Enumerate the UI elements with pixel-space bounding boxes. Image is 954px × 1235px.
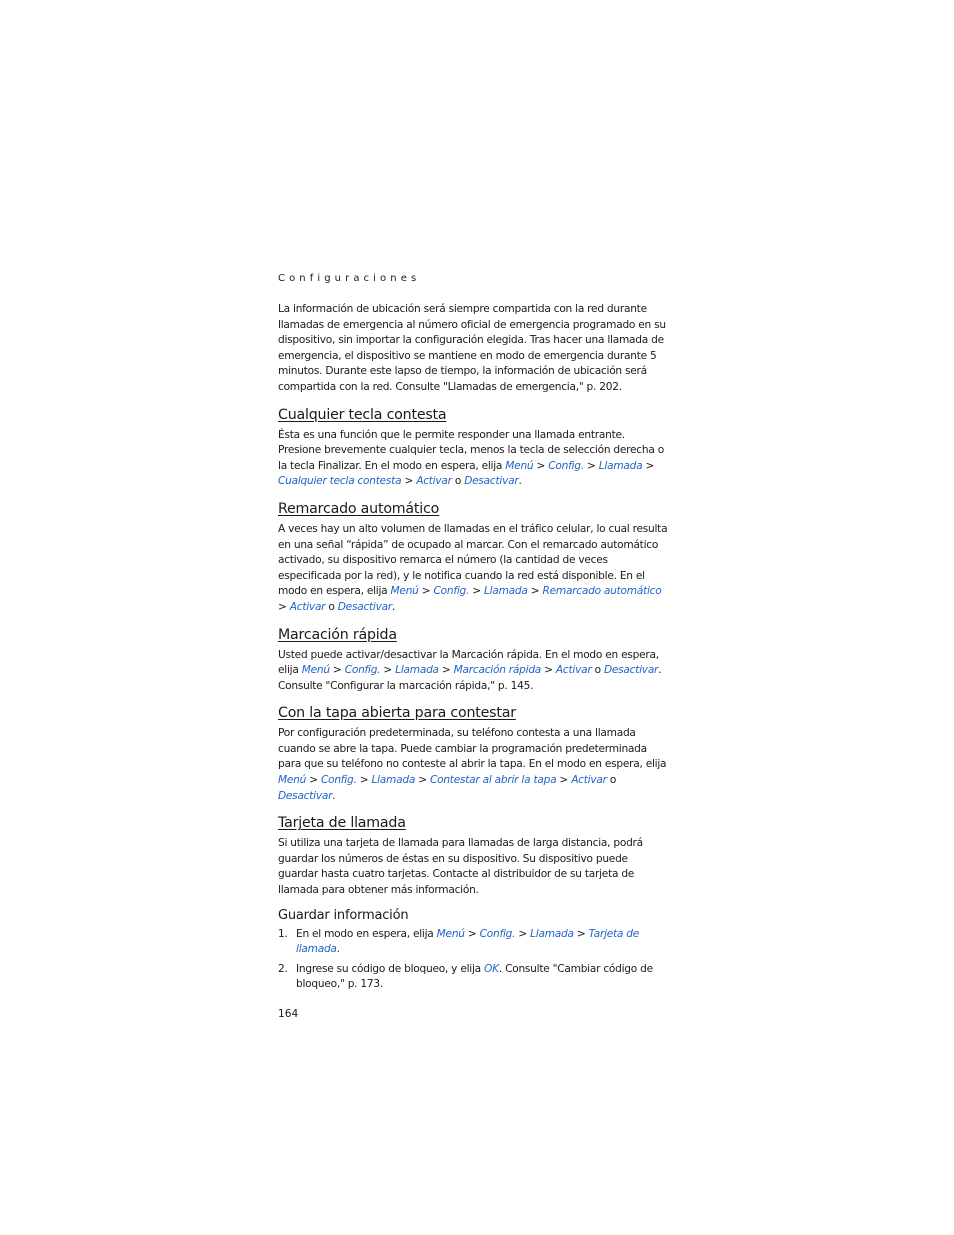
- link-desactivar[interactable]: Desactivar: [603, 664, 659, 677]
- link-config[interactable]: Config.: [344, 664, 381, 677]
- page-number: 164: [278, 1008, 299, 1020]
- link-menu[interactable]: Menú: [301, 664, 330, 677]
- flip-paragraph: Por configuración predeterminada, su teléfono contesta a una llamada cuando se abre la tapa. Puede cambiar la programación predeterminada para que su teléfono no conteste al abrir la tapa. En el modo en espera, elija Menú > Config. > Llamada > Contestar al abrir la tapa > Activar o Desactivar.: [278, 727, 667, 802]
- step-1: [278, 927, 670, 958]
- link-llamada[interactable]: Llamada: [484, 585, 528, 598]
- link-calling-card-option[interactable]: Tarjeta de llamada: [296, 927, 640, 956]
- link-activar[interactable]: Activar: [571, 774, 607, 787]
- step-number: 1.: [278, 927, 288, 940]
- link-ok[interactable]: OK: [484, 962, 499, 975]
- heading-calling-card: Tarjeta de llamada: [278, 815, 406, 832]
- link-menu[interactable]: Menú: [505, 459, 534, 472]
- link-activar[interactable]: Activar: [289, 600, 326, 613]
- link-desactivar[interactable]: Desactivar: [464, 475, 519, 488]
- link-config[interactable]: Config.: [320, 774, 357, 787]
- link-desactivar[interactable]: Desactivar: [337, 600, 392, 613]
- manual-page: [278, 272, 670, 1022]
- link-config[interactable]: Config.: [479, 927, 516, 940]
- link-llamada[interactable]: Llamada: [371, 774, 416, 787]
- running-head: Configuraciones: [278, 273, 421, 284]
- intro-paragraph: La información de ubicación será siempre compartida con la red durante llamadas de emergencia al número oficial de emergencia programado en su dispositivo, sin importar la configuración elegida. Tras hacer una llamada de emergencia, el dispositivo se mantiene en modo de emergencia durante 5 minutos. Durante este lapso de tiempo, la información de ubicación será compartida con la red. Consulte "Llamadas de emergencia," p. 202.: [278, 303, 666, 393]
- heading-speed-dial: Marcación rápida: [278, 626, 397, 643]
- heading-auto-redial: Remarcado automático: [278, 500, 440, 517]
- link-speed-dial-option[interactable]: Marcación rápida: [453, 664, 542, 677]
- link-config[interactable]: Config.: [548, 459, 584, 472]
- link-redial-option[interactable]: Remarcado automático: [542, 585, 662, 598]
- link-activar[interactable]: Activar: [555, 664, 592, 677]
- redial-paragraph: A veces hay un alto volumen de llamadas en el tráfico celular, lo cual resulta en una señal “rápida” de ocupado al marcar. Con el remarcado automático activado, su dispositivo remarca el número (la cantidad de veces especificada por la red), y le notifica cuando la red está disponible. En el modo en espera, elija Menú > Config. > Llamada > Remarcado automático > Activar o Desactivar.: [278, 522, 668, 613]
- link-flip-option[interactable]: Contestar al abrir la tapa: [429, 774, 557, 787]
- any-key-paragraph: Ésta es una función que le permite responder una llamada entrante. Presione brevemente cualquier tecla, menos la tecla de selección derecha o la tecla Finalizar. En el modo en espera, elija Menú > Config. > Llamada > Cualquier tecla contesta > Activar o Desactivar.: [278, 428, 664, 488]
- step-2: [278, 962, 670, 993]
- heading-any-key-answer: Cualquier tecla contesta: [278, 406, 447, 423]
- step-number: 2.: [278, 962, 288, 975]
- link-menu[interactable]: Menú: [390, 585, 419, 598]
- speed-dial-paragraph: Usted puede activar/desactivar la Marcación rápida. En el modo en espera, elija Menú > Config. > Llamada > Marcación rápida > Activar o Desactivar. Consulte "Configurar la marcación rápida," p. 145.: [278, 648, 662, 692]
- heading-flip-answer: Con la tapa abierta para contestar: [278, 705, 516, 722]
- calling-card-paragraph: Si utiliza una tarjeta de llamada para llamadas de larga distancia, podrá guardar los números de éstas en su dispositivo. Su dispositivo puede guardar hasta cuatro tarjetas. Contacte al distribuidor de su tarjeta de llamada para obtener más información.: [278, 837, 643, 897]
- link-desactivar[interactable]: Desactivar: [278, 789, 333, 802]
- link-menu[interactable]: Menú: [278, 774, 307, 787]
- link-any-key-option[interactable]: Cualquier tecla contesta: [278, 475, 402, 488]
- step-text: En el modo en espera, elija Menú > Config. > Llamada > Tarjeta de llamada.: [296, 927, 640, 956]
- step-text: Ingrese su código de bloqueo, y elija OK. Consulte "Cambiar código de bloqueo," p. 173.: [296, 962, 653, 991]
- link-llamada[interactable]: Llamada: [395, 664, 439, 677]
- link-activar[interactable]: Activar: [416, 475, 452, 488]
- link-llamada[interactable]: Llamada: [598, 459, 643, 472]
- link-menu[interactable]: Menú: [436, 927, 465, 940]
- subheading-save-info: Guardar información: [278, 907, 409, 923]
- link-llamada[interactable]: Llamada: [530, 927, 574, 940]
- link-config[interactable]: Config.: [433, 585, 470, 598]
